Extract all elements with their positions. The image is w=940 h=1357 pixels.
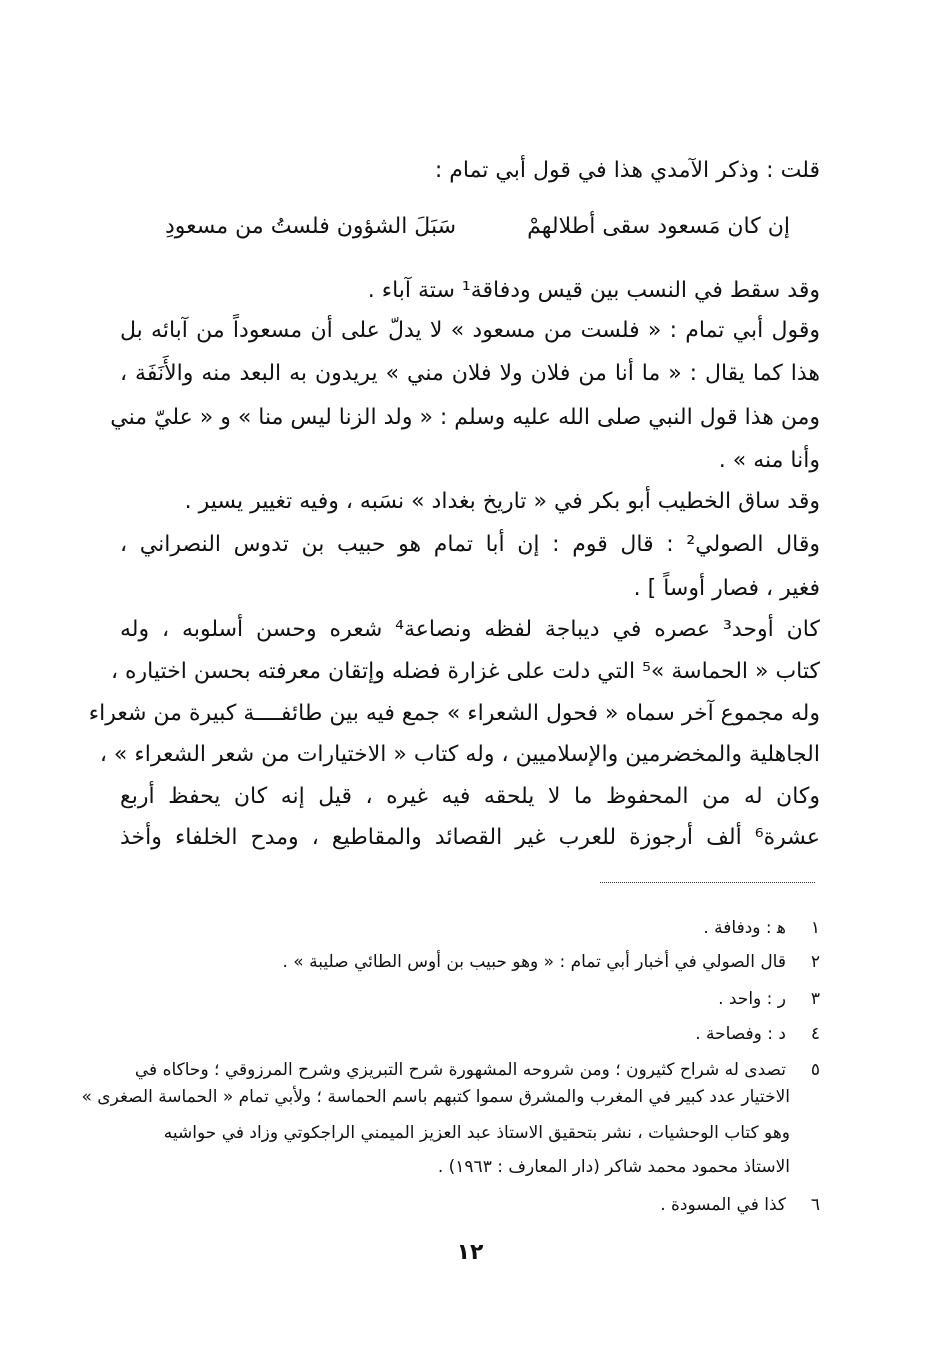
footnote-separator (600, 882, 815, 883)
footnote-number: ٢ (810, 952, 820, 972)
footnote-5-line-3: وهو كتاب الوحشيات ، نشر بتحقيق الاستاذ عبد العزيز الميمني الراجكوتي وزاد في حواشيه (163, 1123, 790, 1143)
poem-verse (165, 212, 790, 242)
footnote-number: ٤ (810, 1024, 820, 1044)
body-line-6: ومن هذا قول النبي صلى الله عليه وسلم : « ولد الزنا ليس منا » و « عليّ مني (110, 405, 820, 430)
footnote-text: تصدى له شراح كثيرون ؛ ومن شروحه المشهورة شرح التبريزي وشرح المرزوقي ؛ وحاكاه في (134, 1060, 786, 1080)
footnote-5-line-4: الاستاذ محمود محمد شاكر (دار المعارف : ١٩٦٣) . (437, 1157, 790, 1177)
verse-hemistich-second: سَبَلَ الشؤون فلستُ من مسعودِ (165, 214, 457, 239)
body-line-14: الجاهلية والمخضرمين والإسلاميين ، وله كتاب « الاختيارات من شعر الشعراء » ، (99, 742, 820, 767)
body-line-15: وكان له من المحفوظ ما لا يلحقه فيه غيره ، قيل إنه كان يحفظ أربع (120, 784, 820, 809)
footnote-text: ﻫ : ودفافة . (703, 918, 786, 938)
footnote-number: ٣ (810, 989, 820, 1009)
footnote-number: ٦ (810, 1195, 820, 1215)
footnote-text: د : وفصاحة . (695, 1024, 786, 1044)
page-number: ١٢ (456, 1240, 484, 1265)
body-line-13: وله مجموع آخر سماه « فحول الشعراء » جمع فيه بين طائفــــة كبيرة من شعراء (88, 701, 820, 726)
body-line-1: قلت : وذكر الآمدي هذا في قول أبي تمام : (434, 158, 820, 183)
footnote-3 (110, 987, 820, 1011)
body-line-10: فغير ، فصار أوساً ] . (633, 576, 820, 601)
footnote-text: كذا في المسودة . (660, 1195, 786, 1215)
body-line-7: وأنا منه » . (718, 448, 820, 473)
footnote-number: ١ (810, 918, 820, 938)
body-line-4: وقول أبي تمام : « فلست من مسعود » لا يدلّ على أن مسعوداً من آبائه بل (120, 318, 820, 343)
footnote-6 (110, 1193, 820, 1217)
body-line-3: وقد سقط في النسب بين قيس ودفاقة¹ ستة آباء . (367, 278, 820, 303)
footnote-number: ٥ (810, 1060, 820, 1080)
footnote-5-line-2: الاختيار عدد كبير في المغرب والمشرق سموا كتبهم باسم الحماسة ؛ ولأبي تمام « الحماسة الصغرى » (81, 1087, 790, 1107)
body-line-11: كان أوحد³ عصره في ديباجة لفظه ونصاعة⁴ شعره وحسن أسلوبه ، وله (120, 617, 820, 642)
footnote-1 (110, 916, 820, 940)
body-line-8: وقد ساق الخطيب أبو بكر في « تاريخ بغداد » نسَبه ، وفيه تغيير يسير . (184, 489, 820, 514)
verse-hemistich-first: إن كان مَسعود سقى أطلالهمْ (527, 214, 790, 239)
body-line-5: هذا كما يقال : « ما أنا من فلان ولا فلان مني » يريدون به البعد منه والأَنَفَة ، (120, 361, 820, 386)
body-line-16: عشرة⁶ ألف أرجوزة للعرب غير القصائد والمقاطيع ، ومدح الخلفاء وأخذ (120, 825, 820, 850)
footnote-text: ر : واحد . (718, 989, 786, 1009)
footnote-text: قال الصولي في أخبار أبي تمام : « وهو حبيب بن أوس الطائي صليبة » . (282, 952, 786, 972)
footnote-5 (110, 1058, 820, 1082)
body-line-9: وقال الصولي² : قال قوم : إن أبا تمام هو حبيب بن تدوس النصراني ، (120, 532, 820, 557)
footnote-2 (110, 950, 820, 974)
footnote-4 (110, 1022, 820, 1046)
body-line-12: كتاب « الحماسة »⁵ التي دلت على غزارة فضله وإتقان معرفته بحسن اختياره ، (110, 659, 820, 684)
